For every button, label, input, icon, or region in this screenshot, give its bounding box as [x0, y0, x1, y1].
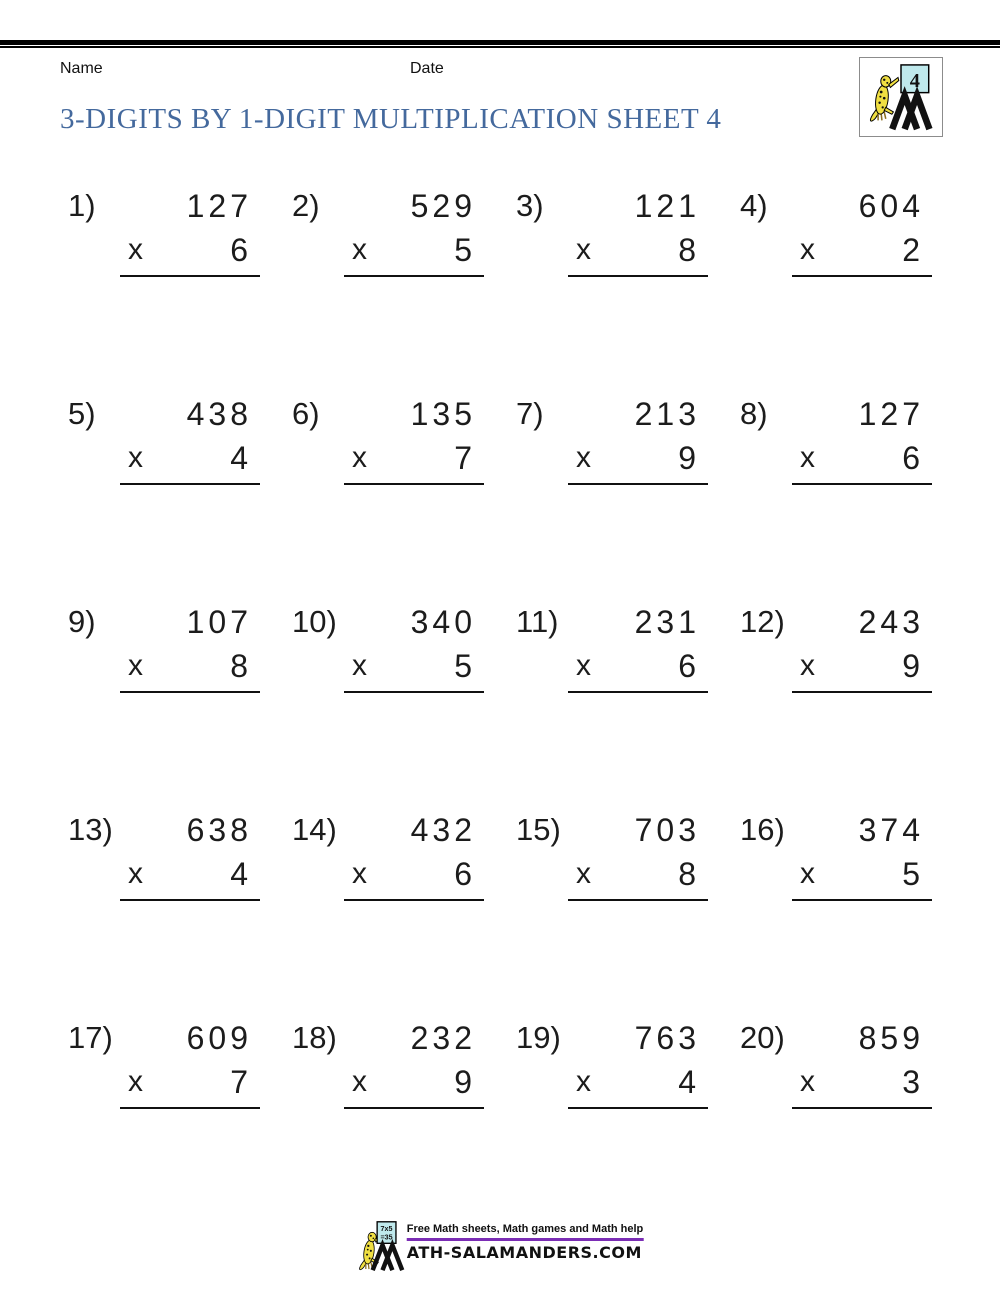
- multiply-operator: x: [128, 233, 143, 266]
- problem-bottom-line: [516, 852, 734, 896]
- answer-line: [568, 275, 708, 277]
- problem-bottom-line: [740, 644, 958, 688]
- problem-bottom-line: [68, 644, 286, 688]
- multiply-operator: x: [352, 441, 367, 474]
- problem-bottom-line: [292, 1060, 510, 1104]
- problem-top-line: [516, 600, 734, 644]
- multiplier: 7: [454, 440, 476, 476]
- answer-line: [792, 275, 932, 277]
- multiplier: 2: [902, 232, 924, 268]
- problem-cell: [286, 600, 510, 808]
- answer-line: [568, 1107, 708, 1109]
- multiplier: 5: [454, 648, 476, 684]
- answer-line: [568, 899, 708, 901]
- problems-grid: [62, 184, 958, 1224]
- answer-line: [792, 899, 932, 901]
- footer-salamander-icon: [357, 1220, 405, 1272]
- problem-bottom-line: [68, 436, 286, 480]
- multiplier: 9: [454, 1064, 476, 1100]
- problem-top-line: [516, 184, 734, 228]
- problem-top-line: [740, 392, 958, 436]
- multiplier: 9: [678, 440, 700, 476]
- multiplicand: 127: [858, 396, 924, 432]
- problem-number: 12): [740, 604, 785, 639]
- problem-cell: [286, 184, 510, 392]
- footer-tagline: Free Math sheets, Math games and Math help: [406, 1223, 644, 1235]
- problem-number: 16): [740, 812, 785, 847]
- multiplicand: 231: [634, 604, 700, 640]
- multiply-operator: x: [800, 441, 815, 474]
- multiplier: 5: [454, 232, 476, 268]
- problem-bottom-line: [68, 1060, 286, 1104]
- multiplier: 4: [230, 856, 252, 892]
- problem-top-line: [68, 184, 286, 228]
- problem-number: 6): [292, 396, 320, 431]
- multiplicand: 638: [186, 812, 252, 848]
- multiply-operator: x: [576, 233, 591, 266]
- footer-brand: [357, 1220, 644, 1272]
- problem-cell: [734, 184, 958, 392]
- multiplier: 8: [678, 856, 700, 892]
- multiplicand: 232: [410, 1020, 476, 1056]
- problem-top-line: [516, 392, 734, 436]
- problem-cell: [510, 184, 734, 392]
- problem-top-line: [292, 808, 510, 852]
- top-border-thin-line: [0, 46, 1000, 48]
- multiplier: 4: [230, 440, 252, 476]
- problem-bottom-line: [292, 436, 510, 480]
- answer-line: [120, 275, 260, 277]
- multiply-operator: x: [128, 857, 143, 890]
- problem-bottom-line: [516, 1060, 734, 1104]
- answer-line: [344, 483, 484, 485]
- multiply-operator: x: [128, 649, 143, 682]
- problem-bottom-line: [292, 644, 510, 688]
- problem-number: 11): [516, 604, 559, 639]
- multiplicand: 604: [858, 188, 924, 224]
- problem-top-line: [292, 392, 510, 436]
- problem-bottom-line: [740, 1060, 958, 1104]
- problem-cell: [510, 392, 734, 600]
- problem-bottom-line: [516, 644, 734, 688]
- multiplicand: 609: [186, 1020, 252, 1056]
- multiply-operator: x: [576, 649, 591, 682]
- problem-number: 1): [68, 188, 96, 223]
- multiply-operator: x: [800, 857, 815, 890]
- problem-number: 2): [292, 188, 320, 223]
- multiply-operator: x: [576, 441, 591, 474]
- footer-purple-divider: [407, 1238, 644, 1241]
- footer-board-line2: =35: [380, 1233, 393, 1242]
- problem-bottom-line: [516, 228, 734, 272]
- multiplicand: 243: [858, 604, 924, 640]
- problem-cell: [510, 808, 734, 1016]
- multiplicand: 763: [634, 1020, 700, 1056]
- multiplier: 4: [678, 1064, 700, 1100]
- problem-top-line: [740, 808, 958, 852]
- problem-cell: [286, 1016, 510, 1224]
- sheet-number-badge: 4: [909, 69, 920, 92]
- multiply-operator: x: [352, 1065, 367, 1098]
- problem-number: 17): [68, 1020, 113, 1055]
- problem-top-line: [292, 1016, 510, 1060]
- problem-bottom-line: [292, 228, 510, 272]
- problem-number: 20): [740, 1020, 785, 1055]
- problem-number: 7): [516, 396, 544, 431]
- problem-top-line: [68, 600, 286, 644]
- multiplier: 9: [902, 648, 924, 684]
- problem-top-line: [740, 600, 958, 644]
- problem-top-line: [740, 1016, 958, 1060]
- problem-number: 19): [516, 1020, 561, 1055]
- problem-bottom-line: [516, 436, 734, 480]
- multiply-operator: x: [352, 233, 367, 266]
- problem-number: 5): [68, 396, 96, 431]
- answer-line: [344, 275, 484, 277]
- problem-number: 8): [740, 396, 768, 431]
- name-label: Name: [60, 60, 103, 77]
- problem-number: 4): [740, 188, 768, 223]
- math-salamanders-logo: [859, 57, 943, 137]
- answer-line: [568, 483, 708, 485]
- answer-line: [792, 691, 932, 693]
- problem-cell: [62, 600, 286, 808]
- problem-number: 15): [516, 812, 561, 847]
- page-title: 3-DIGITS BY 1-DIGIT MULTIPLICATION SHEET 4: [60, 103, 722, 135]
- multiplicand: 213: [634, 396, 700, 432]
- problem-cell: [510, 1016, 734, 1224]
- salamander-badge-icon: [864, 62, 938, 132]
- problem-cell: [286, 808, 510, 1016]
- problem-top-line: [68, 808, 286, 852]
- answer-line: [792, 483, 932, 485]
- multiplicand: 107: [186, 604, 252, 640]
- problem-cell: [734, 392, 958, 600]
- answer-line: [120, 691, 260, 693]
- footer-site-name: ATH-SALAMANDERS.COM: [406, 1243, 642, 1262]
- answer-line: [792, 1107, 932, 1109]
- multiplicand: 340: [410, 604, 476, 640]
- answer-line: [344, 691, 484, 693]
- multiplier: 8: [230, 648, 252, 684]
- multiplier: 6: [678, 648, 700, 684]
- multiply-operator: x: [576, 857, 591, 890]
- problem-bottom-line: [68, 852, 286, 896]
- problem-cell: [62, 392, 286, 600]
- problem-top-line: [68, 392, 286, 436]
- multiplicand: 438: [186, 396, 252, 432]
- multiplier: 3: [902, 1064, 924, 1100]
- multiplier: 8: [678, 232, 700, 268]
- multiplicand: 859: [858, 1020, 924, 1056]
- problem-top-line: [292, 600, 510, 644]
- problem-cell: [734, 808, 958, 1016]
- multiply-operator: x: [352, 857, 367, 890]
- problem-number: 18): [292, 1020, 337, 1055]
- answer-line: [344, 1107, 484, 1109]
- problem-number: 13): [68, 812, 113, 847]
- date-label: Date: [410, 60, 444, 77]
- problem-number: 9): [68, 604, 96, 639]
- multiplicand: 374: [858, 812, 924, 848]
- problem-number: 10): [292, 604, 337, 639]
- multiply-operator: x: [352, 649, 367, 682]
- problem-cell: [734, 600, 958, 808]
- problem-top-line: [516, 808, 734, 852]
- problem-cell: [62, 808, 286, 1016]
- multiplicand: 135: [410, 396, 476, 432]
- problem-bottom-line: [68, 228, 286, 272]
- problem-cell: [734, 1016, 958, 1224]
- multiply-operator: x: [128, 1065, 143, 1098]
- multiply-operator: x: [128, 441, 143, 474]
- problem-bottom-line: [292, 852, 510, 896]
- multiply-operator: x: [800, 1065, 815, 1098]
- answer-line: [568, 691, 708, 693]
- answer-line: [120, 483, 260, 485]
- top-border-rule: [0, 40, 1000, 48]
- problem-cell: [286, 392, 510, 600]
- multiplier: 6: [902, 440, 924, 476]
- multiplicand: 121: [634, 188, 700, 224]
- problem-bottom-line: [740, 228, 958, 272]
- problem-top-line: [516, 1016, 734, 1060]
- problem-bottom-line: [740, 852, 958, 896]
- problem-cell: [510, 600, 734, 808]
- multiplicand: 127: [186, 188, 252, 224]
- multiply-operator: x: [800, 649, 815, 682]
- multiplicand: 703: [634, 812, 700, 848]
- multiplicand: 529: [410, 188, 476, 224]
- problem-top-line: [740, 184, 958, 228]
- footer-board-line1: 7x5: [380, 1224, 393, 1233]
- multiplier: 7: [230, 1064, 252, 1100]
- problem-number: 14): [292, 812, 337, 847]
- multiply-operator: x: [576, 1065, 591, 1098]
- multiplicand: 432: [410, 812, 476, 848]
- problem-bottom-line: [740, 436, 958, 480]
- multiply-operator: x: [800, 233, 815, 266]
- answer-line: [120, 899, 260, 901]
- problem-cell: [62, 1016, 286, 1224]
- answer-line: [344, 899, 484, 901]
- multiplier: 6: [454, 856, 476, 892]
- problem-number: 3): [516, 188, 544, 223]
- problem-cell: [62, 184, 286, 392]
- problem-top-line: [292, 184, 510, 228]
- answer-line: [120, 1107, 260, 1109]
- multiplier: 5: [902, 856, 924, 892]
- problem-top-line: [68, 1016, 286, 1060]
- multiplier: 6: [230, 232, 252, 268]
